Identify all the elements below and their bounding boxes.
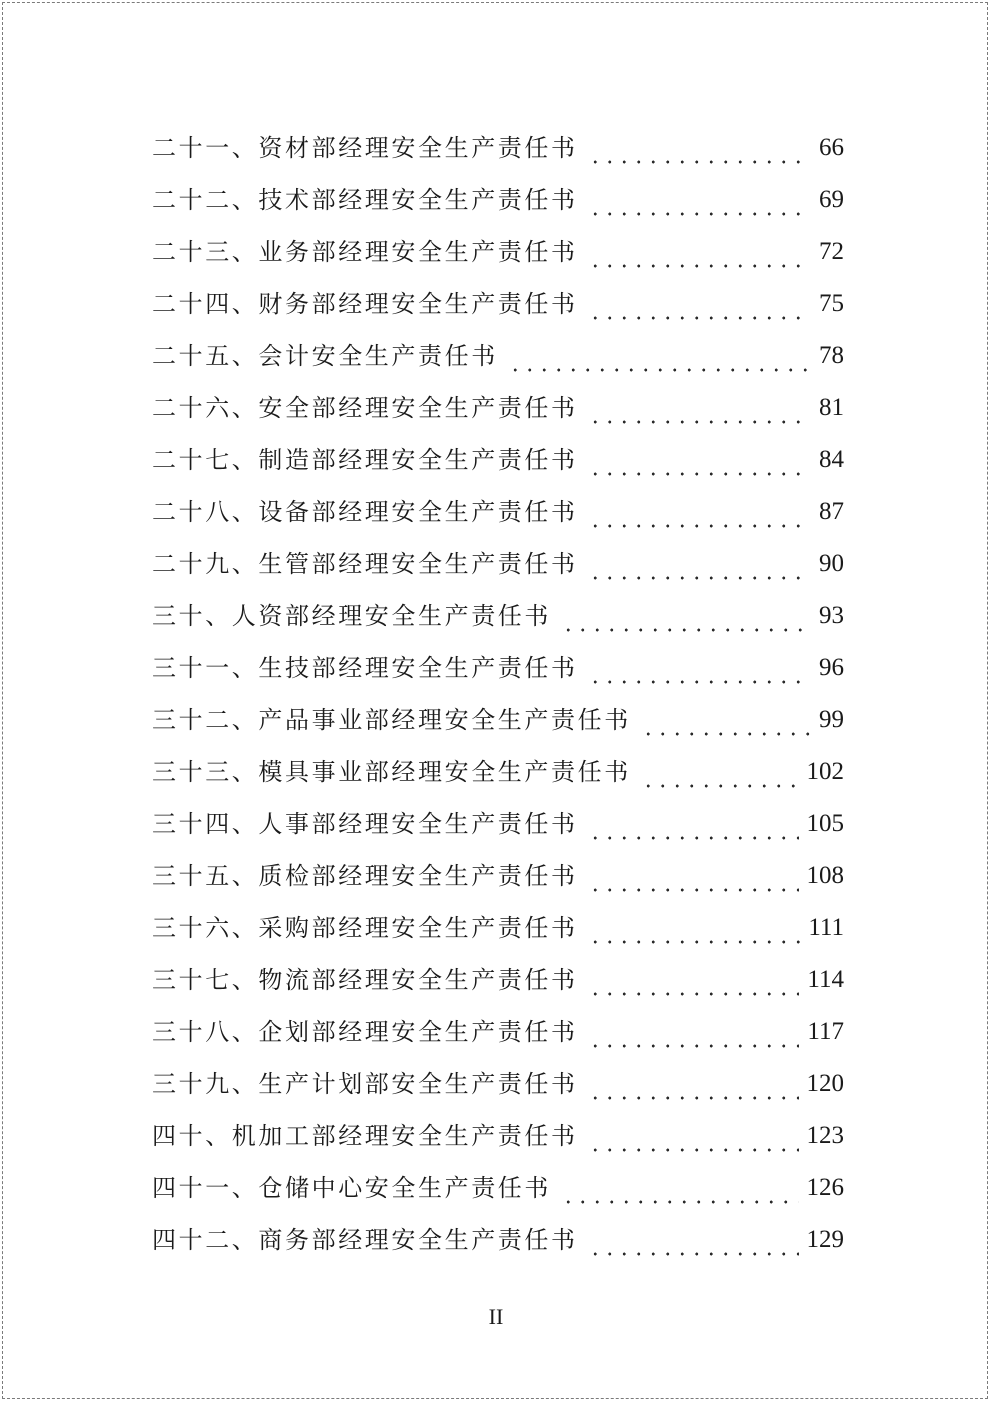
toc-entry-page: 105 <box>806 810 844 837</box>
toc-entry-page: 114 <box>807 966 844 993</box>
toc-entry-page: 75 <box>819 290 844 317</box>
toc-dot-leader <box>588 1006 800 1058</box>
toc-entry[interactable] <box>152 278 844 330</box>
toc-entry[interactable] <box>152 382 844 434</box>
toc-entry[interactable] <box>152 1006 844 1058</box>
toc-entry-title: 二十八、设备部经理安全生产责任书 <box>152 498 578 526</box>
toc-entry-page: 69 <box>819 186 844 213</box>
toc-entry[interactable] <box>152 1162 844 1214</box>
toc-entry[interactable] <box>152 174 844 226</box>
toc-entry[interactable] <box>152 1110 844 1162</box>
toc-entry-title: 二十一、资材部经理安全生产责任书 <box>152 134 578 162</box>
toc-entry-page: 93 <box>819 602 844 629</box>
toc-entry-title: 四十、机加工部经理安全生产责任书 <box>152 1122 578 1150</box>
toc-entry[interactable] <box>152 746 844 798</box>
toc-entry-title: 三十、人资部经理安全生产责任书 <box>152 602 551 630</box>
toc-entry[interactable] <box>152 434 844 486</box>
toc-dot-leader <box>588 1214 799 1266</box>
toc-entry-page: 72 <box>819 238 844 265</box>
toc-entry-title: 二十五、会计安全生产责任书 <box>152 342 498 370</box>
toc-dot-leader <box>588 486 811 538</box>
table-of-contents <box>152 122 844 1266</box>
toc-entry-page: 81 <box>819 394 844 421</box>
toc-dot-leader <box>588 434 811 486</box>
toc-dot-leader <box>588 174 811 226</box>
toc-entry[interactable] <box>152 694 844 746</box>
toc-entry[interactable] <box>152 902 844 954</box>
toc-entry-page: 120 <box>806 1070 844 1097</box>
toc-entry-title: 三十七、物流部经理安全生产责任书 <box>152 966 578 994</box>
toc-entry-page: 117 <box>807 1018 844 1045</box>
toc-entry[interactable] <box>152 1214 844 1266</box>
toc-dot-leader <box>561 1162 799 1214</box>
toc-dot-leader <box>588 954 800 1006</box>
toc-entry-page: 111 <box>808 914 844 941</box>
toc-entry-title: 二十九、生管部经理安全生产责任书 <box>152 550 578 578</box>
toc-dot-leader <box>588 642 811 694</box>
toc-entry[interactable] <box>152 590 844 642</box>
toc-dot-leader <box>588 278 811 330</box>
toc-entry-title: 二十四、财务部经理安全生产责任书 <box>152 290 578 318</box>
toc-entry-title: 三十三、模具事业部经理安全生产责任书 <box>152 758 631 786</box>
toc-entry-title: 三十一、生技部经理安全生产责任书 <box>152 654 578 682</box>
toc-dot-leader <box>588 382 811 434</box>
toc-entry-page: 99 <box>819 706 844 733</box>
toc-entry[interactable] <box>152 486 844 538</box>
toc-entry-page: 123 <box>806 1122 844 1149</box>
toc-entry[interactable] <box>152 226 844 278</box>
toc-entry-title: 二十六、安全部经理安全生产责任书 <box>152 394 578 422</box>
toc-dot-leader <box>588 850 799 902</box>
toc-dot-leader <box>588 1058 799 1110</box>
toc-dot-leader <box>508 330 811 382</box>
toc-entry-page: 66 <box>819 134 844 161</box>
toc-dot-leader <box>561 590 811 642</box>
toc-entry-title: 四十二、商务部经理安全生产责任书 <box>152 1226 578 1254</box>
toc-entry-title: 三十二、产品事业部经理安全生产责任书 <box>152 706 631 734</box>
toc-dot-leader <box>588 798 799 850</box>
toc-entry-title: 二十二、技术部经理安全生产责任书 <box>152 186 578 214</box>
toc-entry-page: 126 <box>806 1174 844 1201</box>
toc-entry-title: 三十四、人事部经理安全生产责任书 <box>152 810 578 838</box>
toc-dot-leader <box>588 122 811 174</box>
toc-dot-leader <box>641 746 799 798</box>
page-number: II <box>488 1304 504 1329</box>
toc-entry[interactable] <box>152 642 844 694</box>
toc-entry-title: 二十三、业务部经理安全生产责任书 <box>152 238 578 266</box>
toc-entry-page: 96 <box>819 654 844 681</box>
toc-entry-title: 三十八、企划部经理安全生产责任书 <box>152 1018 578 1046</box>
toc-entry[interactable] <box>152 798 844 850</box>
toc-entry-page: 78 <box>819 342 844 369</box>
toc-dot-leader <box>588 226 811 278</box>
toc-entry-page: 129 <box>806 1226 844 1253</box>
toc-entry[interactable] <box>152 954 844 1006</box>
toc-entry[interactable] <box>152 122 844 174</box>
toc-entry-page: 84 <box>819 446 844 473</box>
toc-entry-title: 四十一、仓储中心安全生产责任书 <box>152 1174 551 1202</box>
toc-dot-leader <box>588 1110 799 1162</box>
toc-entry[interactable] <box>152 850 844 902</box>
toc-entry-page: 87 <box>819 498 844 525</box>
toc-entry-page: 90 <box>819 550 844 577</box>
toc-entry-title: 三十六、采购部经理安全生产责任书 <box>152 914 578 942</box>
toc-entry-page: 102 <box>806 758 844 785</box>
toc-dot-leader <box>588 902 801 954</box>
toc-entry-title: 三十五、质检部经理安全生产责任书 <box>152 862 578 890</box>
toc-entry-title: 三十九、生产计划部安全生产责任书 <box>152 1070 578 1098</box>
toc-entry[interactable] <box>152 330 844 382</box>
toc-entry[interactable] <box>152 1058 844 1110</box>
toc-entry[interactable] <box>152 538 844 590</box>
toc-dot-leader <box>641 694 811 746</box>
toc-dot-leader <box>588 538 811 590</box>
toc-entry-title: 二十七、制造部经理安全生产责任书 <box>152 446 578 474</box>
toc-entry-page: 108 <box>806 862 844 889</box>
